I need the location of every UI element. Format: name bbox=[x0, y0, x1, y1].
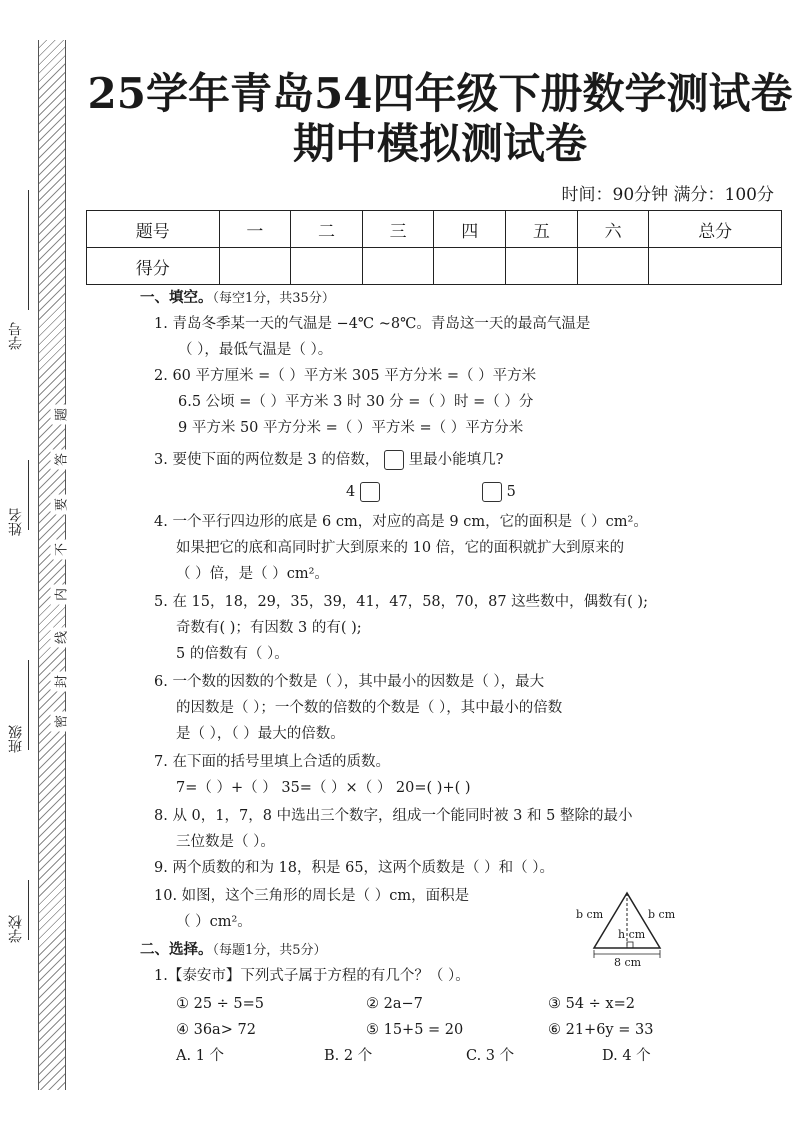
section2-title: 二、选择。 bbox=[140, 941, 213, 958]
question-text: 3. 要使下面的两位数是 3 的倍数， bbox=[154, 452, 380, 468]
table-cell: 四 bbox=[434, 211, 506, 248]
table-row bbox=[87, 211, 782, 248]
section1-title: 一、填空。 bbox=[140, 289, 213, 306]
section-heading bbox=[140, 288, 335, 309]
school-line bbox=[28, 880, 29, 940]
question-line: 是（ ），（ ）最大的倍数。 bbox=[176, 726, 345, 742]
digit-label: 5 bbox=[506, 484, 516, 500]
question-line: 9. 两个质数的和为 18，积是 65，这两个质数是（ ）和（ ）。 bbox=[154, 860, 555, 876]
table-cell: 五 bbox=[506, 211, 578, 248]
digit-label: 4 bbox=[346, 484, 356, 500]
question-line: 奇数有( )；有因数 3 的有( ); bbox=[176, 620, 362, 636]
score-input-cell[interactable] bbox=[577, 248, 649, 285]
option-item: ⑥ 21+6y = 33 bbox=[548, 1022, 654, 1038]
table-cell: 题号 bbox=[87, 211, 220, 248]
name-line bbox=[28, 460, 29, 530]
option-item: ① 25 ÷ 5=5 bbox=[176, 996, 265, 1012]
question-line: 7. 在下面的括号里填上合适的质数。 bbox=[154, 754, 390, 770]
table-cell: 二 bbox=[291, 211, 363, 248]
question-line: 的因数是（ ）；一个数的倍数的个数是（ ），其中最小的倍数 bbox=[176, 700, 563, 716]
binding-margin bbox=[0, 0, 80, 1130]
base-label: 8 cm bbox=[614, 956, 642, 969]
seal-char: 封 bbox=[51, 672, 70, 692]
score-table bbox=[86, 210, 782, 285]
question-line: 1.【泰安市】下列式子属于方程的有几个？（ ）。 bbox=[154, 968, 470, 984]
page-subtitle: 期中模拟测试卷 bbox=[292, 119, 587, 168]
id-label: 学号 bbox=[8, 322, 24, 350]
choice-d[interactable]: D. 4 个 bbox=[602, 1048, 651, 1064]
question-line: 1. 青岛冬季某一天的气温是 −4℃ ~8℃。青岛这一天的最高气温是 bbox=[154, 316, 591, 332]
table-cell: 六 bbox=[577, 211, 649, 248]
score-input-cell[interactable] bbox=[291, 248, 363, 285]
question-line: 9 平方米 50 平方分米 =（ ）平方米 =（ ）平方分米 bbox=[178, 420, 524, 436]
blank-box[interactable] bbox=[360, 482, 380, 502]
choice-b[interactable]: B. 2 个 bbox=[324, 1048, 373, 1064]
score-input-cell[interactable] bbox=[434, 248, 506, 285]
exam-time-info: 时间：90分钟 满分：100分 bbox=[561, 185, 774, 205]
triangle-figure bbox=[572, 888, 682, 978]
question-line: 6. 一个数的因数的个数是（ ），其中最小的因数是（ ），最大 bbox=[154, 674, 545, 690]
blank-box[interactable] bbox=[482, 482, 502, 502]
side-label-right: b cm bbox=[648, 908, 676, 921]
question-line: 5. 在 15，18，29，35，39，41，47，58，70，87 这些数中，偶数有( ); bbox=[154, 594, 648, 610]
seal-char: 不 bbox=[51, 540, 70, 560]
class-line bbox=[28, 660, 29, 750]
class-label: 班级 bbox=[8, 725, 24, 753]
question-line: 10. 如图，这个三角形的周长是（ ）cm，面积是 bbox=[154, 888, 470, 904]
score-input-cell[interactable] bbox=[506, 248, 578, 285]
question-line: （ ）cm²。 bbox=[176, 914, 252, 930]
question-line: 如果把它的底和高同时扩大到原来的 10 倍，它的面积就扩大到原来的 bbox=[176, 540, 625, 556]
question-line: 4. 一个平行四边形的底是 6 cm，对应的高是 9 cm，它的面积是（ ）cm²。 bbox=[154, 514, 648, 530]
option-item: ④ 36a> 72 bbox=[176, 1022, 256, 1038]
question-line: （ ）倍，是（ ）cm²。 bbox=[176, 566, 329, 582]
id-line bbox=[28, 190, 29, 310]
seal-char: 内 bbox=[51, 585, 70, 605]
question-line: 5 的倍数有（ ）。 bbox=[176, 646, 289, 662]
question-line: 7=（ ）+（ ） 35=（ ）×（ ） 20=( )+( ) bbox=[176, 780, 471, 796]
question-line: （ ），最低气温是（ ）。 bbox=[178, 342, 333, 358]
name-label: 姓名 bbox=[8, 508, 24, 536]
question-text: 里最小能填几? bbox=[408, 452, 504, 468]
score-input-cell[interactable] bbox=[649, 248, 782, 285]
seal-strip bbox=[38, 40, 66, 1090]
number-with-box bbox=[482, 482, 516, 502]
question-line: 8. 从 0，1，7，8 中选出三个数字，组成一个能同时被 3 和 5 整除的最小 bbox=[154, 808, 633, 824]
height-label: h cm bbox=[618, 928, 646, 941]
section-heading bbox=[140, 940, 327, 961]
seal-char: 密 bbox=[51, 712, 70, 732]
seal-char: 题 bbox=[51, 405, 70, 425]
side-label-left: b cm bbox=[576, 908, 604, 921]
number-with-box bbox=[346, 482, 380, 502]
table-row bbox=[87, 248, 782, 285]
page-title: 25学年青岛54四年级下册数学测试卷 bbox=[87, 69, 793, 118]
option-item: ③ 54 ÷ x=2 bbox=[548, 996, 635, 1012]
question-line: 6.5 公顷 =（ ）平方米 3 时 30 分 =（ ）时 =（ ）分 bbox=[178, 394, 534, 410]
table-cell: 一 bbox=[219, 211, 291, 248]
question-line: 三位数是（ ）。 bbox=[176, 834, 275, 850]
table-cell: 三 bbox=[362, 211, 434, 248]
option-item: ② 2a−7 bbox=[366, 996, 423, 1012]
school-label: 学校 bbox=[8, 915, 24, 943]
section1-note: （每空1分，共35分） bbox=[212, 291, 335, 306]
question-line: 2. 60 平方厘米 =（ ）平方米 305 平方分米 =（ ）平方米 bbox=[154, 368, 537, 384]
question-line bbox=[154, 450, 503, 470]
score-input-cell[interactable] bbox=[362, 248, 434, 285]
choice-a[interactable]: A. 1 个 bbox=[176, 1048, 225, 1064]
option-item: ⑤ 15+5 = 20 bbox=[366, 1022, 464, 1038]
blank-box[interactable] bbox=[384, 450, 404, 470]
section2-note: （每题1分，共5分） bbox=[212, 943, 327, 958]
seal-char: 要 bbox=[51, 495, 70, 515]
seal-char: 答 bbox=[51, 450, 70, 470]
table-cell: 得分 bbox=[87, 248, 220, 285]
seal-char: 线 bbox=[51, 628, 70, 648]
score-input-cell[interactable] bbox=[219, 248, 291, 285]
table-cell: 总分 bbox=[649, 211, 782, 248]
choice-c[interactable]: C. 3 个 bbox=[466, 1048, 515, 1064]
